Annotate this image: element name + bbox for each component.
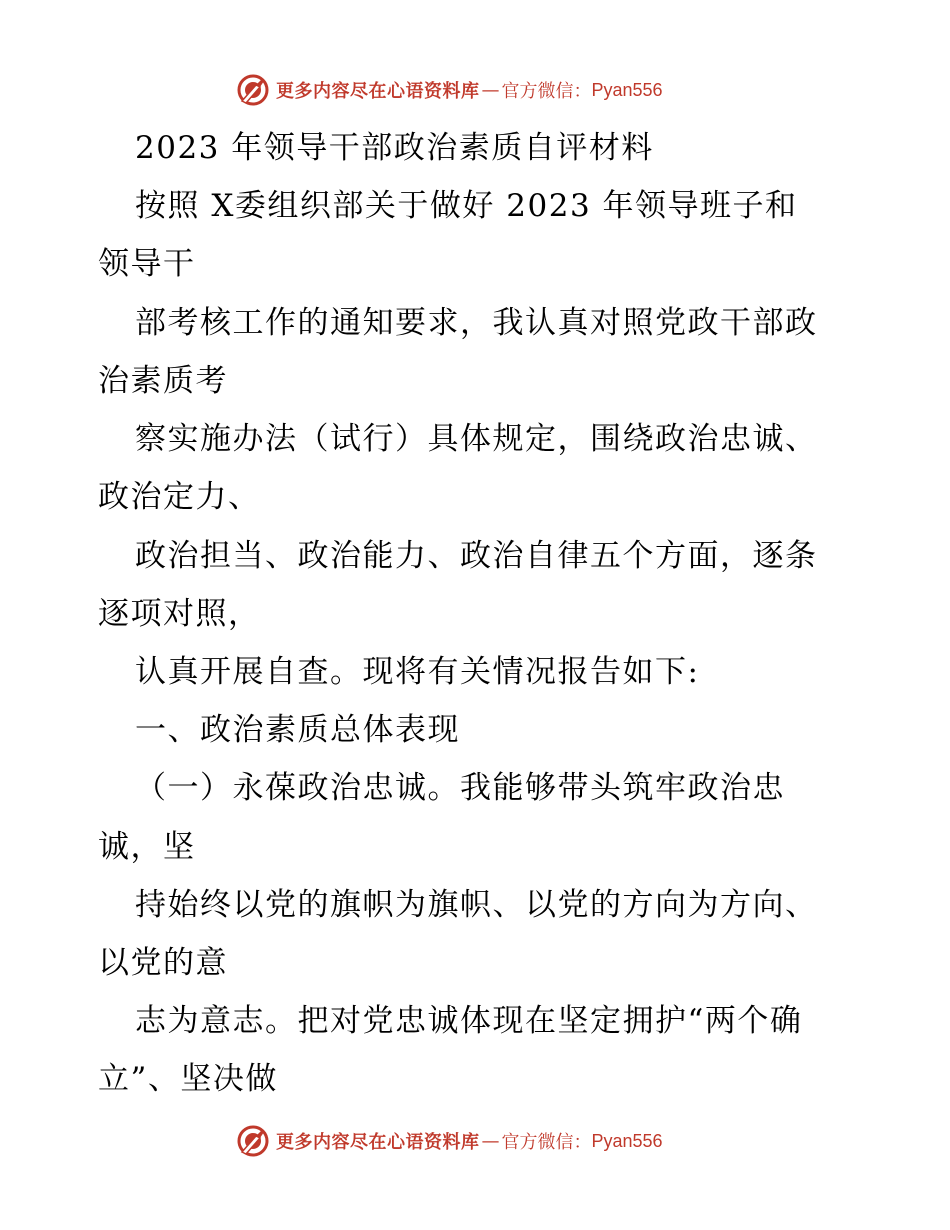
paragraph-line: 立”、坚决做 xyxy=(98,1061,278,1097)
paragraph-line: 治素质考 xyxy=(98,363,228,399)
paragraph-line: 按照 X委组织部关于做好 2023 年领导班子和 xyxy=(135,188,798,224)
section-heading: 一、政治素质总体表现 xyxy=(135,712,460,748)
paragraph-line: 察实施办法（试行）具体规定，围绕政治忠诚、 xyxy=(135,421,818,457)
paragraph-line: 诚，坚 xyxy=(98,829,196,865)
pen-logo-icon xyxy=(236,1124,270,1158)
watermark-contact-id: Pyan556 xyxy=(591,1130,663,1151)
watermark-title: 更多内容尽在心语资料库 xyxy=(276,1132,480,1153)
paragraph-line: 逐项对照， xyxy=(98,596,261,632)
subsection-heading: （一）永葆政治忠诚。我能够带头筑牢政治忠 xyxy=(135,770,785,806)
watermark-header xyxy=(236,73,756,107)
watermark-contact-label: 官方微信： xyxy=(501,1132,592,1153)
paragraph-line: 志为意志。把对党忠诚体现在坚定拥护“两个确 xyxy=(135,1003,803,1039)
paragraph-line: 以党的意 xyxy=(98,945,228,981)
watermark-contact-id: Pyan556 xyxy=(591,79,663,100)
watermark-contact-label: 官方微信： xyxy=(501,81,592,102)
watermark-separator: — xyxy=(481,79,500,101)
paragraph-line: 政治担当、政治能力、政治自律五个方面，逐条 xyxy=(135,538,818,574)
paragraph-line: 领导干 xyxy=(98,246,196,282)
watermark-title: 更多内容尽在心语资料库 xyxy=(276,81,480,102)
watermark-separator: — xyxy=(481,1130,500,1152)
paragraph-line: 认真开展自查。现将有关情况报告如下: xyxy=(135,654,700,690)
paragraph-line: 持始终以党的旗帜为旗帜、以党的方向为方向、 xyxy=(135,887,818,923)
watermark-footer xyxy=(236,1124,756,1158)
document-title: 2023 年领导干部政治素质自评材料 xyxy=(135,130,654,166)
paragraph-line: 部考核工作的通知要求，我认真对照党政干部政 xyxy=(135,305,818,341)
paragraph-line: 政治定力、 xyxy=(98,479,261,515)
pen-logo-icon xyxy=(236,73,270,107)
